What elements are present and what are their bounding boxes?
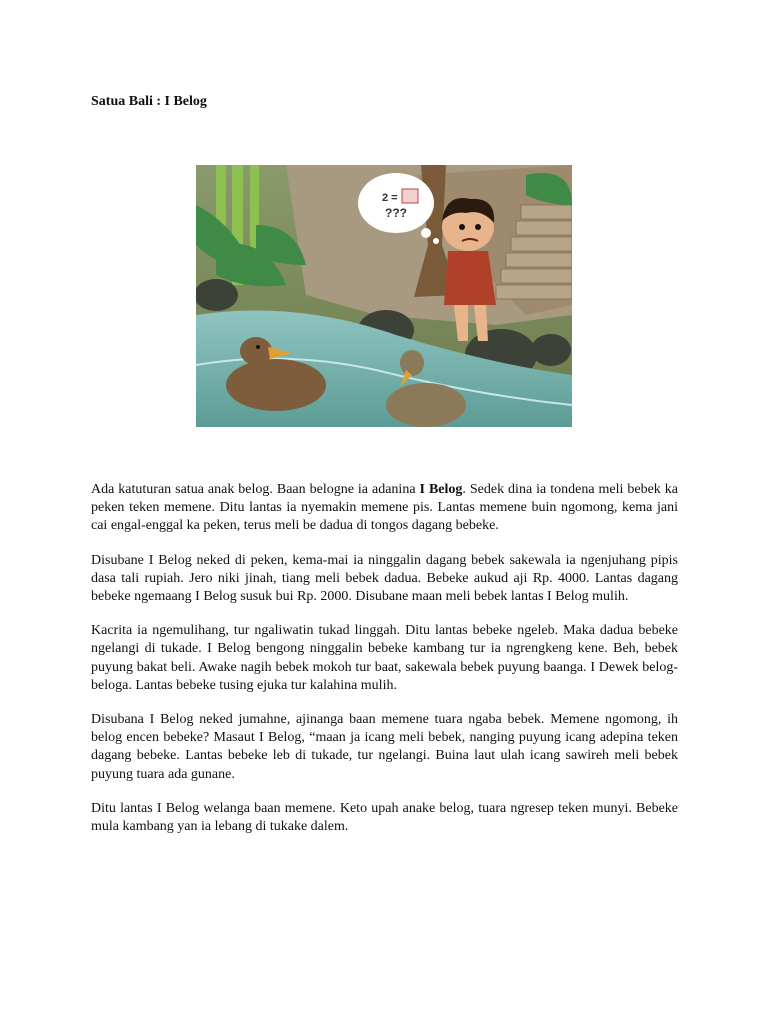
character-name: I Belog: [419, 482, 463, 497]
story-illustration: [196, 165, 572, 427]
paragraph-text: Ada katuturan satua anak belog. Baan belogne ia adanina: [91, 482, 420, 497]
page-title: Satua Bali : I Belog: [91, 94, 207, 109]
story-body: [91, 481, 678, 852]
story-paragraph: Disubana I Belog neked jumahne, ajinanga baan memene tuara ngaba bebek. Memene ngomong, ih belog encen bebeke? Masaut I Belog, “maan ja icang meli bebek, nanging puyung icang adepina teken dagang bebeke. Lantas bebeke leb di tukade, tur ngelangi. Buina laut ulah icang sawireh meli bebek puyung tuara ada gunane.: [91, 712, 678, 782]
story-paragraph: [91, 481, 678, 536]
story-paragraph: Disubane I Belog neked di peken, kema-mai ia ninggalin dagang bebek sakewala ia ngenjuhang pipis dasa tali rupiah. Jero niki jinah, tiang meli bebek dadua. Bebeke aukud aji Rp. 4000. Lantas dagang bebeke ngemaang I Belog susuk bui Rp. 2000. Disubane maan meli bebek lantas I Belog mulih.: [91, 552, 678, 605]
illustration-boy-and-ducks-by-river: [196, 165, 572, 427]
paragraph-text: . Sedek dina ia tondena meli bebek ka peken teken memene. Ditu lantas ia nyemakin memene pis. Lantas memene buin ngomong, kema jani cai engal-enggal ka peken, terus meli be dadua di tongos dagang bebeke.: [91, 482, 678, 534]
thought-bubble-text: ???: [385, 206, 407, 220]
svg-text:2 =: 2 =: [382, 192, 398, 204]
story-paragraph: Kacrita ia ngemulihang, tur ngaliwatin tukad linggah. Ditu lantas bebeke ngeleb. Maka dadua bebeke ngelangi di tukade. I Belog bengong ninggalin bebeke kambang tur ia ngrengkeng kene. Beh, bebek puyung bakat beli. Awake nagih bebek mokoh tur baat, sakewala bebek puyung baanga. I Dewek belog-beloga. Lantas bebeke tusing ejuka tur kalahina mulih.: [91, 623, 678, 693]
story-paragraph: Ditu lantas I Belog welanga baan memene. Keto upah anake belog, tuara ngresep teken munyi. Bebeke mula kambang yan ia lebang di tukake dalem.: [91, 800, 678, 835]
